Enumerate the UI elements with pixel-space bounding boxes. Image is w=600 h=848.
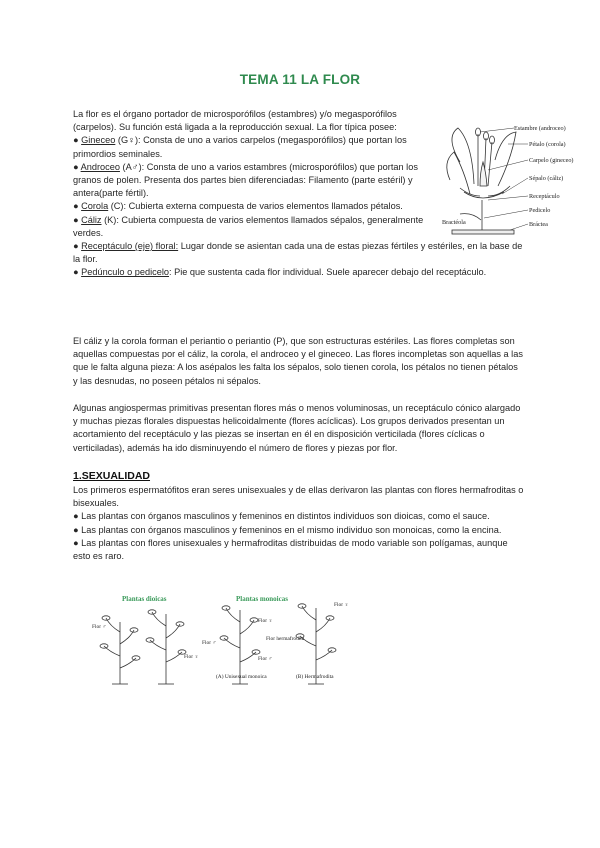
term-androceo: Androceo bbox=[80, 161, 120, 172]
paragraph-periantio: El cáliz y la corola forman el periantio o periantio (P), que son estructuras estériles. Las flores completas son aquellas compuestas por el cáliz, la corola, el androceo y el gineceo. Las flores incompletas son aquellas a las que le falta alguna pieza: A los asépalos les falta los sépalos, solo tienen corola, los pétalos no tienen pétalos y las desnudas, no poseen pétalos ni sépalos. bbox=[73, 336, 523, 386]
plants-diagram bbox=[90, 592, 390, 692]
label-flor-m2: Flor ♂ bbox=[202, 640, 217, 646]
label-flor-m: Flor ♂ bbox=[92, 624, 107, 630]
item-text: Las plantas con órganos masculinos y femeninos en el mismo individuo son monoicas, como la encina. bbox=[81, 524, 502, 535]
label-carpelo: Carpelo (gineceo) bbox=[529, 157, 574, 164]
label-sepalo: Sépalo (cáliz) bbox=[529, 175, 564, 182]
label-estambre: Estambre (androceo) bbox=[514, 125, 566, 132]
item-text: : Pie que sustenta cada flor individual. Suele aparecer debajo del receptáculo. bbox=[168, 267, 487, 278]
item-text: Lugar donde se asientan cada una de estas piezas fértiles y estériles, en la base de la flor. bbox=[73, 241, 523, 265]
term-receptaculo: Receptáculo (eje) floral: bbox=[81, 241, 179, 252]
item-text: Las plantas con flores unisexuales y hermafroditas distribuidas de modo variable son polígamas, aunque esto es raro. bbox=[73, 537, 508, 562]
intro-line-1: La flor es el órgano portador de microsporófilos (estambres) y/o megasporófilos bbox=[73, 109, 397, 119]
item-text: (G♀): Consta de uno a varios carpelos (megasporófilos) que portan los primordios seminales. bbox=[73, 135, 407, 159]
term-corola: Corola bbox=[81, 201, 109, 212]
list-item: ● Androceo (A♂): Consta de uno a varios estambres (microsporófilos) que portan los granos de polen. Presenta dos partes bien diferenciadas: Filamento (parte estéril) y antera(parte fértil). bbox=[73, 161, 418, 199]
label-flor-f2: Flor ♀ bbox=[258, 618, 273, 624]
list-item: ● Corola (C): Cubierta externa compuesta de varios elementos llamados pétalos. bbox=[73, 201, 403, 212]
label-pedicelo: Pedicelo bbox=[529, 207, 551, 214]
fig-title-monoicas: Plantas monoicas bbox=[236, 595, 288, 603]
item-text: Las plantas con órganos masculinos y femeninos en distintos individuos son dioicas, como el sauce. bbox=[81, 511, 490, 522]
list-item: ● Las plantas con flores unisexuales y hermafroditas distribuidas de modo variable son polígamas, aunque esto es raro. bbox=[73, 537, 508, 562]
list-item: ● Gineceo (G♀): Consta de uno a varios carpelos (megasporófilos) que portan los primordios seminales. bbox=[73, 135, 407, 159]
list-item: ● Las plantas con órganos masculinos y femeninos en distintos individuos son dioicas, como el sauce. bbox=[73, 511, 490, 522]
item-text: (C): Cubierta externa compuesta de varios elementos llamados pétalos. bbox=[108, 201, 403, 212]
list-item: ● Receptáculo (eje) floral: Lugar donde se asientan cada una de estas piezas fértiles y estériles, en la base de la flor. bbox=[73, 241, 523, 265]
term-pedunculo: Pedúnculo o pedicelo bbox=[81, 267, 169, 278]
label-bracteola: Bractéola bbox=[442, 219, 466, 226]
label-petalo: Pétalo (corola) bbox=[529, 141, 566, 148]
fig-title-dioicas: Plantas dioicas bbox=[122, 595, 167, 603]
list-item: ● Las plantas con órganos masculinos y femeninos en el mismo individuo son monoicas, como la encina. bbox=[73, 524, 502, 535]
caption-hermafrodita: (B) Hermafrodita bbox=[296, 674, 334, 680]
intro-line-2: (carpelos). Su función está ligada a la reproducción sexual. La flor típica posee: bbox=[73, 122, 397, 133]
list-item: ● Cáliz (K): Cubierta compuesta de varios elementos llamados sépalos, generalmente verdes. bbox=[73, 214, 424, 238]
label-flor-m3: Flor ♂ bbox=[258, 656, 273, 662]
sexualidad-block bbox=[73, 484, 525, 563]
list-item: ● Pedúnculo o pedicelo: Pie que sustenta cada flor individual. Suele aparecer debajo del receptáculo. bbox=[73, 267, 487, 278]
caption-unisexual: (A) Unisexual monoica bbox=[216, 674, 267, 680]
label-bractea: Bráctea bbox=[529, 221, 548, 228]
flower-diagram bbox=[440, 122, 588, 250]
item-text: (A♂): Consta de uno a varios estambres (microsporófilos) que portan los granos de polen. Presenta dos partes bien diferenciadas: Filamento (parte estéril) y antera(parte fértil). bbox=[73, 161, 418, 199]
label-flor-f: Flor ♀ bbox=[184, 654, 199, 660]
item-text: (K): Cubierta compuesta de varios elementos llamados sépalos, generalmente verdes. bbox=[73, 214, 424, 238]
label-flor-f3: Flor ♀ bbox=[334, 602, 349, 608]
label-receptaculo: Receptáculo bbox=[529, 193, 560, 200]
paragraph-angiospermas: Algunas angiospermas primitivas presentan flores más o menos voluminosas, un receptáculo cónico alargado y muchas piezas florales dispuestas helicoidalmente (flores acíclicas). Los grupos derivados presentan un acortamiento del receptáculo y las piezas se insertan en él en disposición verticilada (flores cíclicas o verticiladas), además ha ido disminuyendo el número de flores y piezas por flor. bbox=[73, 403, 521, 453]
sexualidad-intro: Los primeros espermatófitos eran seres unisexuales y de ellas derivaron las plantas con flores hermafroditas o bisexuales. bbox=[73, 485, 524, 509]
term-caliz: Cáliz bbox=[81, 214, 102, 225]
section-heading-sexualidad: 1.SEXUALIDAD bbox=[73, 470, 151, 482]
term-gineceo: Gineceo bbox=[81, 135, 116, 146]
page-title: TEMA 11 LA FLOR bbox=[239, 72, 361, 87]
label-flor-herm: Flor hermafrodita bbox=[266, 636, 305, 642]
